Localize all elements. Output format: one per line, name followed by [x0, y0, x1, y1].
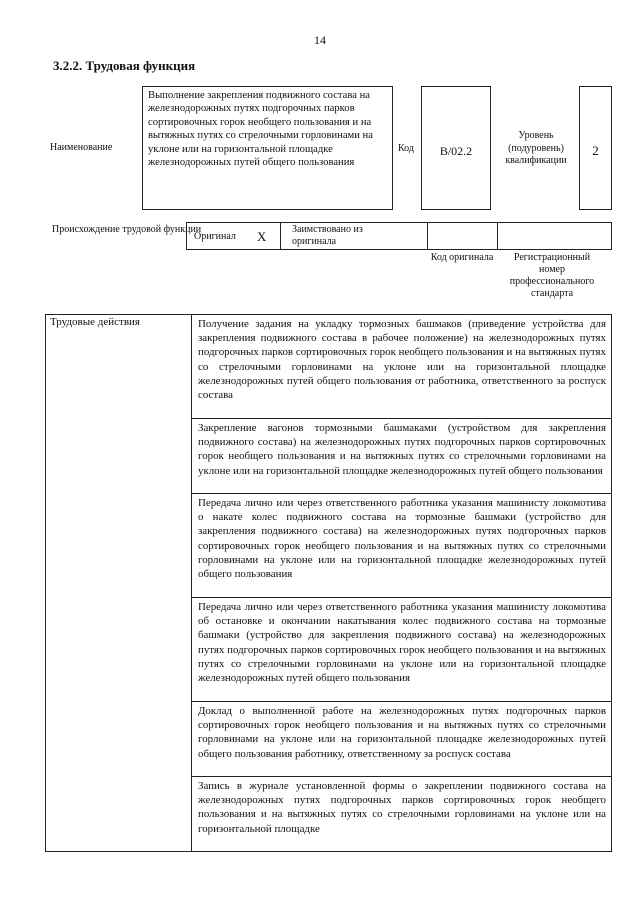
level-box — [579, 86, 612, 210]
table-cell — [192, 419, 612, 494]
table-cell — [192, 494, 612, 598]
section-heading: 3.2.2. Трудовая функция — [53, 58, 196, 73]
page-number: 14 — [314, 33, 326, 47]
table-cell — [192, 702, 612, 777]
table-cell — [192, 777, 612, 852]
origin-divider — [497, 223, 498, 249]
original-label: Оригинал — [194, 231, 236, 242]
table-row — [46, 315, 612, 419]
function-code-box — [421, 86, 491, 210]
original-mark: X — [257, 229, 267, 244]
level-value: 2 — [592, 143, 599, 158]
labor-action-item: Доклад о выполненной работе на железнодорожных путях подгорочных парков сортировочных горок необщего пользования и на вытяжных путях со стрелочными горловинами на уклоне или на горизонтальной площадке железнодорожных путей общего пользования работнику, ответственному за роспуск состава — [198, 705, 606, 760]
name-label: Наименование — [50, 142, 113, 153]
reg-number-label: Регистрационный номер профессионального стандарта — [509, 252, 595, 299]
labor-action-item: Передача лично или через ответственного работника указания машинисту локомотива об остановке и окончании накатывания колес подвижного состава на тормозные башмаки (устройство для закрепления подвижного состава) на железнодорожных путях подгорочных парков сортировочных горок необщего пользования и на вытяжных путях со стрелочными горловинами на уклоне или на горизонтальной площадке железнодорожных путей общего пользования — [198, 601, 606, 685]
level-label: Уровень (подуровень) квалификации — [505, 130, 567, 166]
function-name-box — [142, 86, 393, 210]
function-code: B/02.2 — [439, 144, 473, 158]
origin-divider — [427, 223, 428, 249]
borrowed-label: Заимствовано из оригинала — [292, 224, 363, 247]
origin-label: Происхождение трудовой функции — [52, 224, 202, 235]
origin-table — [186, 222, 612, 250]
labor-action-item: Получение задания на укладку тормозных башмаков (приведение устройства для закрепления подвижного состава в рабочее положение) на железнодорожных путях подгорочных парков сортировочных горок необщего пользования и на вытяжных путях со стрелочными горловинами на уклоне или на горизонтальной площадке железнодорожных путей общего пользования от работника, ответственного за роспуск состава — [198, 318, 606, 402]
table-cell — [192, 598, 612, 702]
function-name: Выполнение закрепления подвижного состава на железнодорожных путях подгорочных парков сортировочных горок необщего пользования и на вытяжных путях со стрелочными горловинами на уклоне или на горизонтальной площадке железнодорожных путей общего пользования — [148, 90, 373, 169]
code-label: Код — [398, 143, 414, 154]
origin-divider — [280, 223, 281, 249]
table-cell — [192, 315, 612, 419]
labor-action-item: Передача лично или через ответственного работника указания машинисту локомотива о накате колес подвижного состава на тормозные башмаки (устройство для закрепления подвижного состава) на железнодорожных путях подгорочных парков сортировочных горок необщего пользования и на вытяжных путях со стрелочными горловинами на уклоне или на горизонтальной площадке железнодорожных путей общего пользования — [198, 497, 606, 581]
labor-action-item: Запись в журнале установленной формы о закреплении подвижного состава на железнодорожных путях подгорочных парков сортировочных горок необщего пользования и на вытяжных путях со стрелочными горловинами на уклоне или на горизонтальной площадке — [198, 780, 606, 835]
code-original-label: Код оригинала — [430, 252, 494, 263]
labor-action-item: Закрепление вагонов тормозными башмаками (устройством для закрепления подвижного состава) на железнодорожных путях подгорочных парков сортировочных горок необщего пользования и на вытяжных путях со стрелочными горловинами на уклоне или на горизонтальной площадке железнодорожных путей общего пользования — [198, 422, 606, 477]
labor-actions-table — [45, 314, 612, 852]
actions-label-cell — [46, 315, 192, 852]
actions-label: Трудовые действия — [50, 316, 140, 328]
